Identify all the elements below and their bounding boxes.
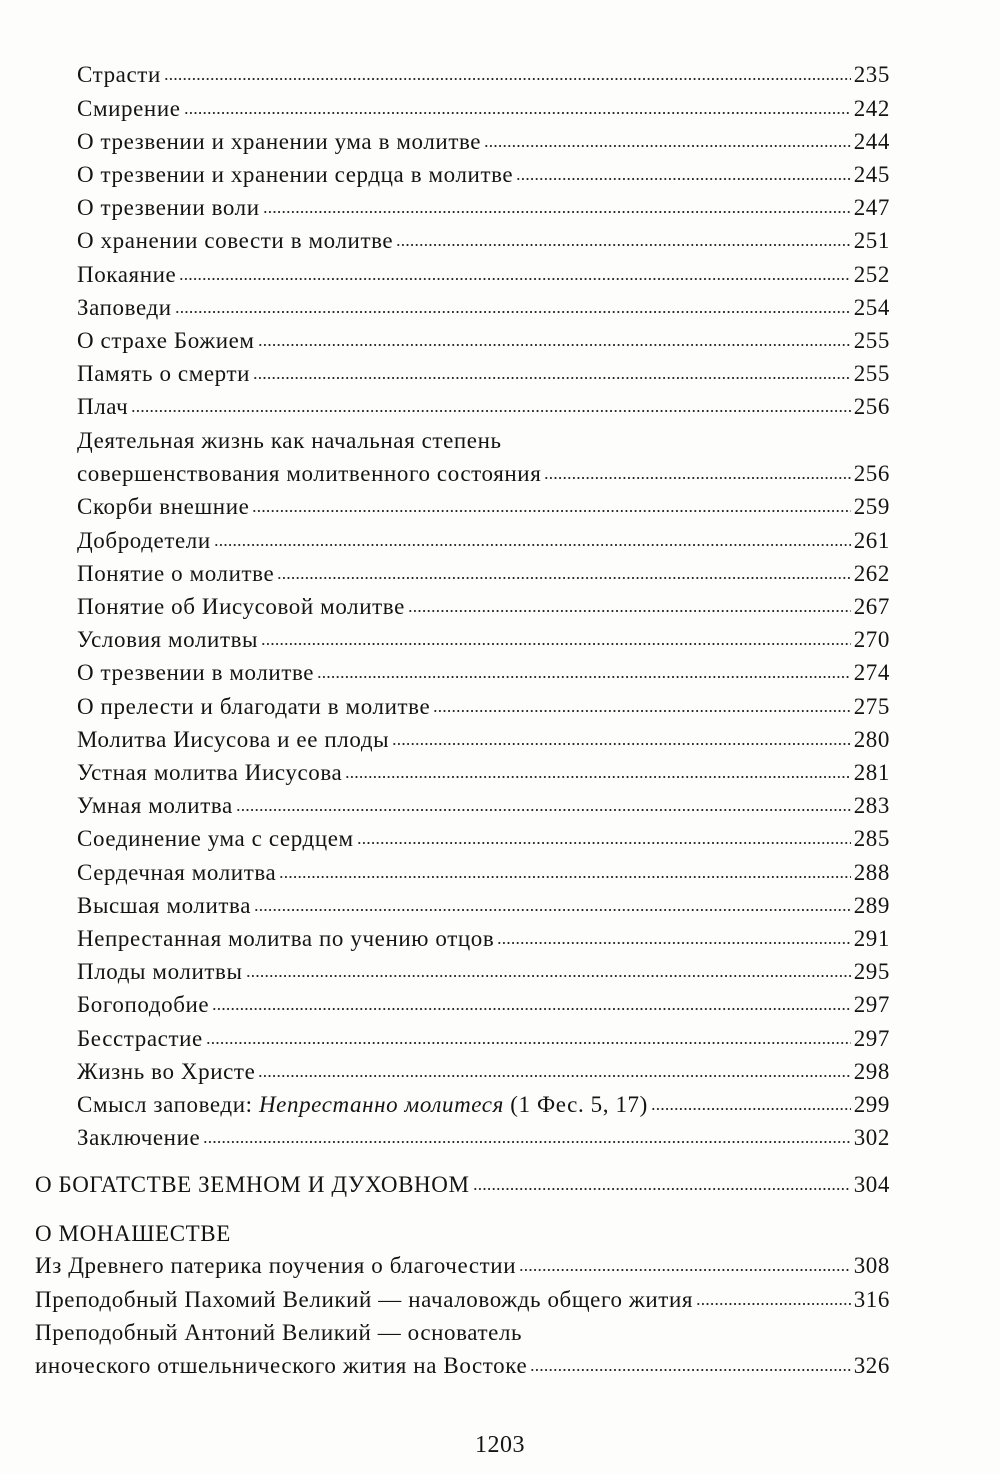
entry-title-line2: совершенствования молитвенного состояния [77, 461, 542, 486]
dot-leader [530, 1368, 850, 1372]
dot-leader [214, 543, 851, 547]
page-number: 1203 [475, 1432, 525, 1458]
toc-entry [77, 924, 890, 954]
dot-leader [392, 742, 851, 746]
entry-page: 244 [853, 129, 890, 154]
entry-page: 299 [853, 1092, 890, 1117]
toc-entry [77, 226, 890, 256]
toc-entry [77, 692, 890, 722]
dot-leader [164, 77, 851, 81]
entry-title-italic: Непрестанно молитеся [258, 1092, 504, 1117]
entry-title: Из Древнего патерика поучения о благочестии [35, 1253, 517, 1278]
toc-entry [77, 1123, 890, 1153]
entry-page: 242 [853, 96, 890, 121]
entry-page: 298 [853, 1059, 890, 1084]
entry-page: 275 [853, 694, 890, 719]
entry-title-line1: Деятельная жизнь как начальная степень [77, 428, 502, 453]
entry-title: Покаяние [77, 262, 177, 287]
dot-leader [131, 409, 850, 413]
toc-entry [77, 824, 890, 854]
entry-page: 297 [853, 992, 890, 1017]
dot-leader [203, 1140, 850, 1144]
dot-leader [236, 808, 851, 812]
entry-title: Устная молитва Иисусова [77, 760, 343, 785]
dot-leader [258, 1074, 850, 1078]
entry-page: 256 [853, 461, 890, 486]
toc-entry [77, 1057, 890, 1087]
section-wealth [35, 1170, 890, 1200]
entry-page: 285 [853, 826, 890, 851]
dot-leader [317, 675, 851, 679]
toc-entry [77, 725, 890, 755]
entry-page: 261 [853, 528, 890, 553]
dot-leader [473, 1187, 851, 1191]
toc-entry [77, 526, 890, 556]
entry-page: 288 [853, 860, 890, 885]
toc-entry [77, 625, 890, 655]
toc-entry [77, 858, 890, 888]
dot-leader [279, 875, 850, 879]
dot-leader [345, 775, 850, 779]
toc-entry [35, 1351, 890, 1381]
entry-page: 245 [853, 162, 890, 187]
dot-leader [246, 974, 851, 978]
entry-title: Заповеди [77, 295, 172, 320]
entry-title: Молитва Иисусова и ее плоды [77, 727, 390, 752]
entry-page: 267 [853, 594, 890, 619]
dot-leader [263, 210, 851, 214]
entry-page: 251 [853, 228, 890, 253]
toc-entry [77, 160, 890, 190]
entry-title: О трезвении в молитве [77, 660, 315, 685]
dot-leader [212, 1007, 850, 1011]
entry-title: О хранении совести в молитве [77, 228, 394, 253]
toc-entry [77, 127, 890, 157]
entry-title: Преподобный Пахомий Великий — началовождь общего жития [35, 1287, 694, 1312]
entry-title-line2: иноческого отшельнического жития на Востоке [35, 1353, 528, 1378]
entry-title: Понятие об Иисусовой молитве [77, 594, 405, 619]
toc-entry [77, 559, 890, 589]
dot-leader [261, 642, 851, 646]
entry-title [77, 1090, 648, 1120]
toc-entry [77, 492, 890, 522]
entry-title: Понятие о молитве [77, 561, 275, 586]
entry-page: 302 [853, 1125, 890, 1150]
entry-title: Соединение ума с сердцем [77, 826, 354, 851]
entry-page: 289 [853, 893, 890, 918]
entry-page: 256 [853, 394, 890, 419]
section-title: О БОГАТСТВЕ ЗЕМНОМ И ДУХОВНОМ [35, 1172, 470, 1197]
entry-page: 255 [853, 328, 890, 353]
entry-title: О страхе Божием [77, 328, 255, 353]
entry-title: Условия молитвы [77, 627, 259, 652]
entry-page: 259 [853, 494, 890, 519]
entry-page: 281 [853, 760, 890, 785]
entry-title: Сердечная молитва [77, 860, 277, 885]
entry-title: О трезвении и хранении сердца в молитве [77, 162, 514, 187]
entry-page: 308 [853, 1253, 890, 1278]
entry-page: 274 [853, 660, 890, 685]
dot-leader [408, 609, 851, 613]
entry-title: Непрестанная молитва по учению отцов [77, 926, 495, 951]
toc-entry [77, 293, 890, 323]
entry-title-prefix: Смысл заповеди: [77, 1092, 259, 1117]
dot-leader [357, 841, 851, 845]
toc-entry [77, 658, 890, 688]
entry-title: Бесстрастие [77, 1026, 203, 1051]
entry-page: 297 [853, 1026, 890, 1051]
section-monasticism-heading: О МОНАШЕСТВЕ [35, 1221, 231, 1246]
entry-title: Жизнь во Христе [77, 1059, 256, 1084]
toc-entry [77, 392, 890, 422]
toc-entry [77, 1024, 890, 1054]
entry-title: Умная молитва [77, 793, 233, 818]
dot-leader [277, 576, 850, 580]
dot-leader [206, 1041, 851, 1045]
dot-leader [544, 476, 850, 480]
entry-title: Страсти [77, 62, 161, 87]
entry-page: 270 [853, 627, 890, 652]
entry-title: Заключение [77, 1125, 201, 1150]
toc-entry [77, 758, 890, 788]
dot-leader [433, 709, 850, 713]
entry-title: Высшая молитва [77, 893, 252, 918]
entry-title: Плач [77, 394, 129, 419]
toc-entry [35, 1251, 890, 1281]
section-page: 304 [853, 1172, 890, 1197]
entry-title: О прелести и благодати в молитве [77, 694, 431, 719]
dot-leader [696, 1302, 851, 1306]
entry-page: 254 [853, 295, 890, 320]
dot-leader [253, 376, 851, 380]
entry-title: Смирение [77, 96, 181, 121]
entry-page: 326 [853, 1353, 890, 1378]
dot-leader [258, 343, 851, 347]
entry-page: 316 [853, 1287, 890, 1312]
toc-entry [77, 94, 890, 124]
entry-page: 235 [853, 62, 890, 87]
toc-entry [77, 60, 890, 90]
toc-entry [77, 957, 890, 987]
entry-title: Плоды молитвы [77, 959, 243, 984]
toc-entry [77, 1090, 890, 1120]
toc-entry [77, 326, 890, 356]
entry-title: Добродетели [77, 528, 211, 553]
dot-leader [179, 277, 850, 281]
entry-title: Богоподобие [77, 992, 210, 1017]
toc-entry [77, 359, 890, 389]
dot-leader [252, 509, 850, 513]
entry-page: 255 [853, 361, 890, 386]
dot-leader [396, 243, 850, 247]
toc-entry [77, 990, 890, 1020]
entry-page: 247 [853, 195, 890, 220]
toc-entry [77, 193, 890, 223]
toc-entry [77, 791, 890, 821]
dot-leader [651, 1107, 851, 1111]
entry-title-suffix: (1 Фес. 5, 17) [503, 1092, 648, 1117]
toc-entry [77, 592, 890, 622]
entry-page: 283 [853, 793, 890, 818]
entry-title-line1: Преподобный Антоний Великий — основатель [35, 1320, 523, 1345]
dot-leader [484, 144, 851, 148]
entry-page: 262 [853, 561, 890, 586]
toc-entry [77, 891, 890, 921]
toc-entry [77, 260, 890, 290]
entry-page: 280 [853, 727, 890, 752]
entry-page: 295 [853, 959, 890, 984]
dot-leader [519, 1268, 851, 1272]
entry-page: 252 [853, 262, 890, 287]
dot-leader [516, 177, 850, 181]
dot-leader [175, 310, 851, 314]
entry-page: 291 [853, 926, 890, 951]
entry-title: Скорби внешние [77, 494, 250, 519]
entry-title: Память о смерти [77, 361, 251, 386]
entry-title: О трезвении и хранении ума в молитве [77, 129, 482, 154]
entry-title: О трезвении воли [77, 195, 260, 220]
dot-leader [184, 111, 851, 115]
toc-entry [35, 1285, 890, 1315]
dot-leader [254, 908, 851, 912]
toc-entry [77, 459, 890, 489]
dot-leader [497, 941, 850, 945]
